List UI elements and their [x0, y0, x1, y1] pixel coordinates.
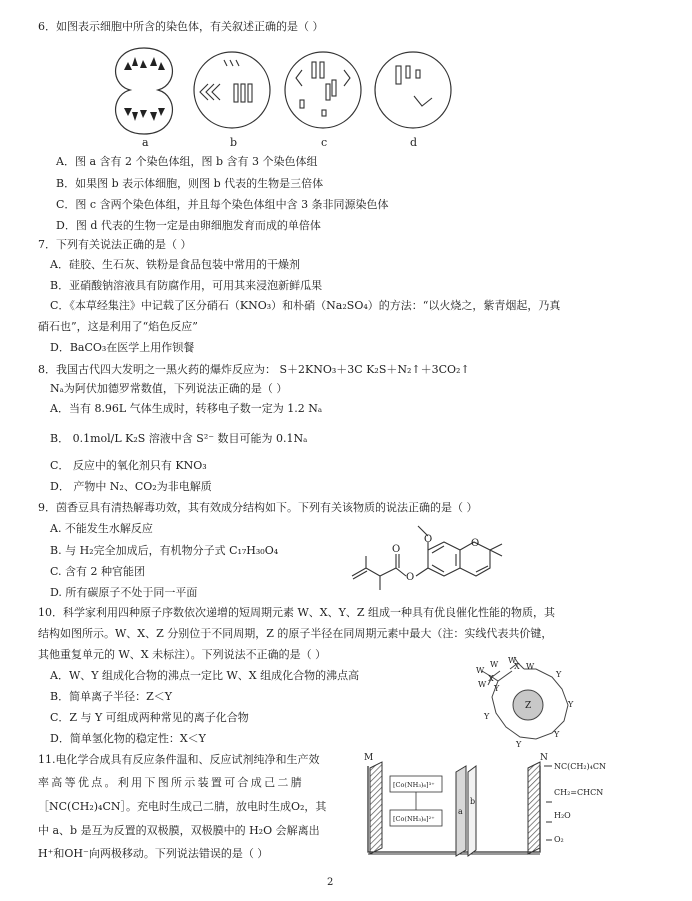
- q10-stem-line1: 10．科学家利用四种原子序数依次递增的短周期元素 W、X、Y、Z 组成一种具有优良催化性能的物质，其: [38, 606, 556, 619]
- q11-electrolysis-apparatus: [360, 752, 680, 864]
- q10-option-d: D．简单氢化物的稳定性：X＜Y: [50, 732, 206, 745]
- product-adiponitrile: NC(CH₂)₄CN: [554, 762, 606, 771]
- label-y4: Y: [554, 730, 560, 739]
- q11-line4: 中 a、b 是互为反置的双极膜，双极膜中的 H₂O 会解离出: [38, 824, 320, 837]
- q10-crown-structure: [470, 655, 600, 755]
- cell-a-chromosomes: [124, 57, 165, 121]
- q7-option-d: D．BaCO₃在医学上用作钡餐: [50, 341, 195, 354]
- q10-option-a: A．W、Y 组成化合物的沸点一定比 W、X 组成化合物的沸点高: [50, 669, 360, 682]
- cell-c-outline: [285, 52, 361, 128]
- q6-option-b: B．如果图 b 表示体细胞，则图 b 代表的生物是三倍体: [56, 177, 324, 190]
- q9-option-c: C. 含有 2 种官能团: [50, 565, 146, 578]
- page-number: 2: [327, 877, 334, 888]
- label-z: Z: [525, 701, 532, 711]
- water-label: H₂O: [554, 811, 571, 820]
- label-y5: Y: [516, 740, 522, 749]
- electrode-m-label: M: [364, 753, 374, 763]
- electrode-n-label: N: [540, 753, 548, 763]
- q8-option-d: D． 产物中 N₂、CO₂为非电解质: [50, 480, 212, 493]
- q11-line3: ［NC(CH₂)₄CN］。充电时生成己二腈，放电时生成O₂，其: [38, 800, 327, 813]
- q7-option-a: A．硅胶、生石灰、铁粉是食品包装中常用的干燥剂: [50, 258, 300, 271]
- cell-c-chromosomes: [296, 62, 350, 116]
- label-w1: W: [476, 666, 485, 675]
- label-y6: Y: [484, 712, 490, 721]
- cell-label-b: b: [230, 136, 238, 149]
- ring-oxygen-label: O: [471, 538, 480, 549]
- methoxy-oxygen-label: O: [424, 534, 433, 545]
- membrane-a-label: a: [458, 807, 463, 816]
- label-y3: Y: [568, 700, 574, 709]
- label-x1: X: [514, 662, 520, 671]
- q10-stem-line2: 结构如图所示。W、X、Z 分别位于不同周期，Z 的原子半径在同周期元素中最大（注：实线代表共价键，: [38, 627, 553, 640]
- q7-option-b: B．亚硝酸钠溶液具有防腐作用，可用其来浸泡新鲜瓜果: [50, 279, 323, 292]
- label-w5: W: [526, 662, 535, 671]
- cell-label-c: c: [321, 136, 328, 149]
- q10-option-c: C．Z 与 Y 可组成两种常见的离子化合物: [50, 711, 249, 724]
- q6-option-a: A．图 a 含有 2 个染色体组，图 b 含有 3 个染色体组: [56, 155, 318, 168]
- q10-stem-line3: 其他重复单元的 W、X 未标注）。下列说法不正确的是（ ）: [38, 648, 327, 661]
- q8-option-c: C． 反应中的氧化剂只有 KNO₃: [50, 459, 207, 472]
- ion-co2-label: [Co(NH₃)₆]²⁺: [393, 815, 435, 823]
- q8-stem-line1: 8．我国古代四大发明之一黑火药的爆炸反应为： S＋2KNO₃＋3C K₂S＋N₂↑＋3CO₂↑: [38, 363, 470, 376]
- ester-oxygen-label: O: [406, 572, 415, 583]
- cell-label-a: a: [142, 136, 149, 149]
- electrode-n: [528, 762, 540, 854]
- cell-a-outline: [116, 48, 173, 134]
- label-y1: Y: [494, 684, 500, 693]
- q11-line5: H⁺和OH⁻向两极移动。下列说法错误的是（ ）: [38, 847, 269, 860]
- q7-option-c-line2: 硝石也”，这是利用了“焰色反应”: [38, 320, 198, 333]
- q8-option-b: B． 0.1mol/L K₂S 溶液中含 S²⁻ 数目可能为 0.1Nₐ: [50, 432, 308, 445]
- q7-stem: 7．下列有关说法正确的是（ ）: [38, 238, 192, 251]
- electrode-m: [370, 762, 382, 854]
- label-w2: W: [490, 660, 499, 669]
- q9-stem: 9．茵香豆具有清热解毒功效，其有效成分结构如下。下列有关该物质的说法正确的是（ ）: [38, 501, 478, 514]
- q8-option-a: A．当有 8.96L 气体生成时，转移电子数一定为 1.2 Nₐ: [50, 402, 323, 415]
- label-w3: W: [478, 680, 487, 689]
- membrane-b: [468, 766, 476, 856]
- q9-option-a: A. 不能发生水解反应: [50, 522, 153, 535]
- label-y2: Y: [556, 670, 562, 679]
- q9-structure-formula: [340, 520, 530, 600]
- ion-co3-label: [Co(NH₃)₆]³⁺: [393, 781, 435, 789]
- cell-label-d: d: [410, 136, 418, 149]
- cell-b-chromosomes: [200, 60, 252, 102]
- q11-line2: 率高等优点。利用下图所示装置可合成己二腈: [38, 776, 304, 789]
- q6-option-c: C．图 c 含两个染色体组，并且每个染色体组中含 3 条非同源染色体: [56, 198, 389, 211]
- reactant-acrylonitrile: CH₂=CHCN: [554, 788, 604, 797]
- q8-stem-line2: Nₐ为阿伏加德罗常数值，下列说法正确的是（ ）: [50, 382, 288, 395]
- q10-option-b: B．简单离子半径：Z＜Y: [50, 690, 172, 703]
- q11-line1: 11.电化学合成具有反应条件温和、反应试剂纯净和生产效: [38, 753, 320, 766]
- cell-d-outline: [375, 52, 451, 128]
- q9-option-b: B. 与 H₂完全加成后，有机物分子式 C₁₇H₃₀O₄: [50, 544, 279, 557]
- q6-chromosome-figure: [100, 40, 460, 150]
- q9-option-d: D. 所有碳原子不处于同一平面: [50, 586, 198, 599]
- product-arrows: [544, 766, 552, 840]
- membrane-b-label: b: [470, 797, 476, 806]
- label-w4: W: [508, 656, 517, 665]
- q7-option-c-line1: C．《本草经集注》中记载了区分硝石（KNO₃）和朴硝（Na₂SO₄）的方法：“以火烧之，紫青烟起，乃真: [50, 299, 561, 312]
- carbonyl-oxygen-label: O: [392, 544, 401, 555]
- tank-outline: [368, 766, 540, 852]
- cell-d-chromosomes: [396, 66, 432, 106]
- oxygen-label: O₂: [554, 835, 564, 844]
- q6-option-d: D．图 d 代表的生物一定是由卵细胞发育而成的单倍体: [56, 219, 321, 232]
- q6-stem: 6．如图表示细胞中所含的染色体，有关叙述正确的是（ ）: [38, 20, 324, 33]
- label-x2: X: [488, 674, 494, 683]
